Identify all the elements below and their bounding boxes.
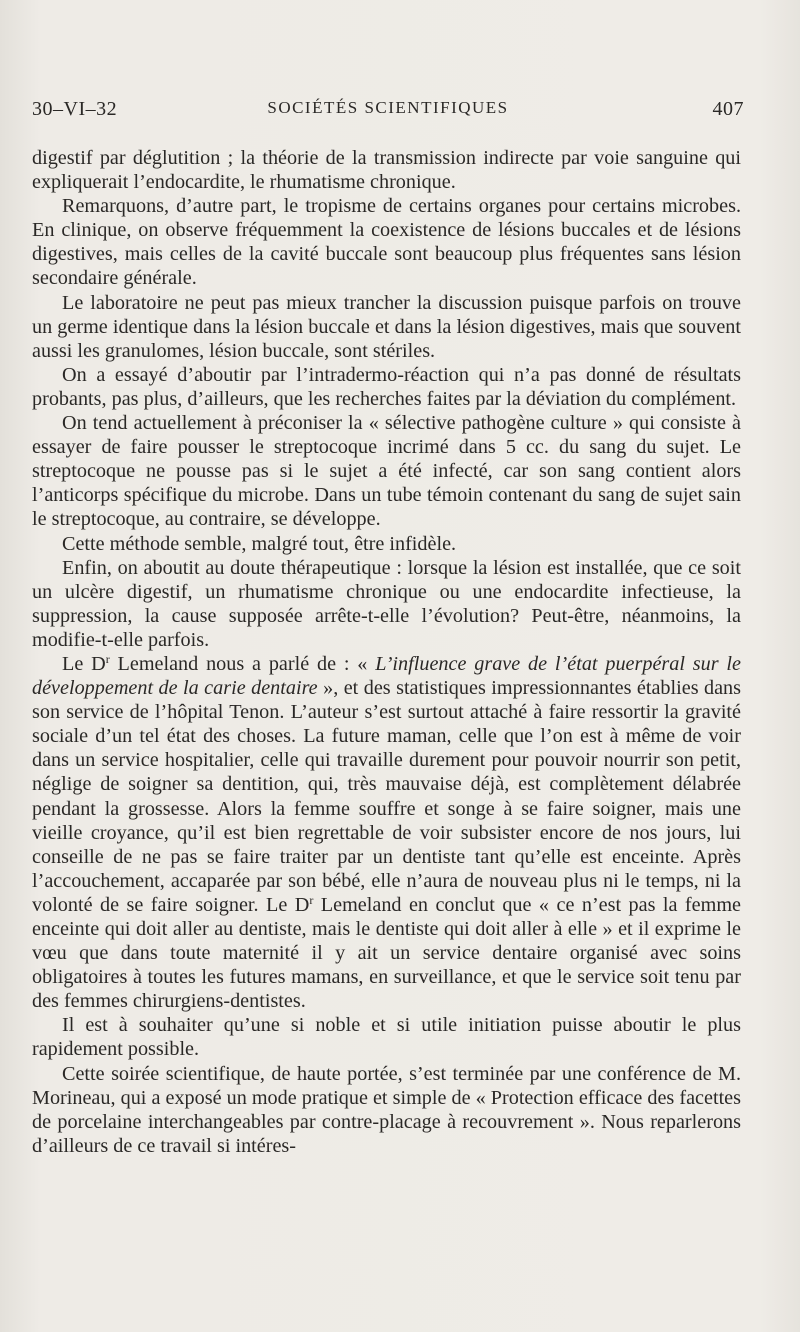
running-header [32, 98, 744, 128]
paragraph: Enfin, on aboutit au doute thérapeutique : lorsque la lésion est installée, que ce soit un ulcère digestif, un rhumatisme chronique ou une endocardite infectieuse, la suppression, la cause supposée arrête-t-elle l’évolution? Peut-être, néanmoins, la modifie-t-elle parfois. [32, 556, 741, 651]
text-run: », et des statistiques impressionnantes établies dans son service de l’hôpital Tenon. L’auteur s’est surtout attaché à faire ressortir la gravité sociale d’un tel état des choses. La future maman, celle que l’on est à même de voir dans un service hospitalier, celle qui travaille durement pour pouvoir nourrir son petit, néglige de soigner sa dentition, qui, très mauvaise déjà, est complètement délabrée pendant la grossesse. Alors la femme souffre et songe à se faire soigner, mais une vieille croyance, qu’il est bien regrettable de voir subsister encore de nos jours, lui conseille de ne pas se faire traiter par un dentiste tant qu’elle est enceinte. Après l’accouchement, accaparée par son bébé, elle n’aura de nouveau plus ni le temps, ni la volonté de se faire soigner. Le D [32, 677, 742, 916]
paragraph: Remarquons, d’autre part, le tropisme de certains organes pour certains microbes. En clinique, on observe fréquemment la coexistence de lésions buccales et de lésions digestives, mais celles de la cavité buccale sont beaucoup plus fréquentes sans lésion secondaire générale. [32, 195, 741, 290]
paragraph: Cette méthode semble, malgré tout, être infidèle. [62, 532, 457, 555]
article-body [32, 146, 741, 1158]
superscript: r [309, 892, 314, 907]
page-number: 407 [712, 98, 744, 120]
paragraph: On a essayé d’aboutir par l’intradermo-réaction qui n’a pas donné de résultats probants, pas plus, d’ailleurs, que les recherches faites par la déviation du complément. [32, 363, 741, 410]
paragraph: digestif par déglutition ; la théorie de la transmission indirecte par voie sanguine qui expliquerait l’endocardite, le rhumatisme chronique. [32, 147, 741, 194]
header-date: 30–VI–32 [32, 98, 118, 120]
paragraph: On tend actuellement à préconiser la « sélective pathogène culture » qui consiste à essayer de faire pousser le streptocoque incrimé dans 5 cc. du sang du sujet. Le streptocoque ne pousse pas si le sujet a été infecté, car son sang contient alors l’anticorps spécifique du microbe. Dans un tube témoin contenant du sang de sujet sain le streptocoque, au contraire, se développe. [32, 412, 741, 531]
paragraph: Le laboratoire ne peut pas mieux trancher la discussion puisque parfois on trouve un germe identique dans la lésion buccale et dans la lésion digestives, mais que souvent aussi les granulomes, lésion buccale, sont stériles. [32, 291, 741, 362]
header-section-title: SOCIÉTÉS SCIENTIFIQUES [267, 98, 509, 117]
paragraph-lemeland [32, 652, 741, 1013]
paragraph: Cette soirée scientifique, de haute portée, s’est terminée par une conférence de M. Morineau, qui a exposé un mode pratique et simple de « Protection efficace des facettes de porcelaine interchangeables par contre-placage à recouvrement ». Nous reparlerons d’ailleurs de ce travail si intéres- [32, 1062, 741, 1157]
italic-title: L’influence grave de l’état puerpéral sur le développement de la carie dentaire [32, 652, 741, 700]
paragraph: Il est à souhaiter qu’une si noble et si utile initiation puisse aboutir le plus rapidement possible. [32, 1014, 741, 1061]
superscript: r [105, 651, 110, 666]
text-run: Lemeland en conclut que « ce n’est pas la femme enceinte qui doit aller au dentiste, mais le dentiste qui doit aller à elle » et il exprime le vœu que dans toute maternité il y ait un service dentaire organisé avec soins obligatoires à toutes les futures mamans, en surveillance, et que le service soit tenu par des femmes chirurgiens-dentistes. [32, 893, 741, 1013]
text-run: Lemeland nous a parlé de : « [109, 652, 376, 675]
text-run: Le D [62, 652, 106, 675]
